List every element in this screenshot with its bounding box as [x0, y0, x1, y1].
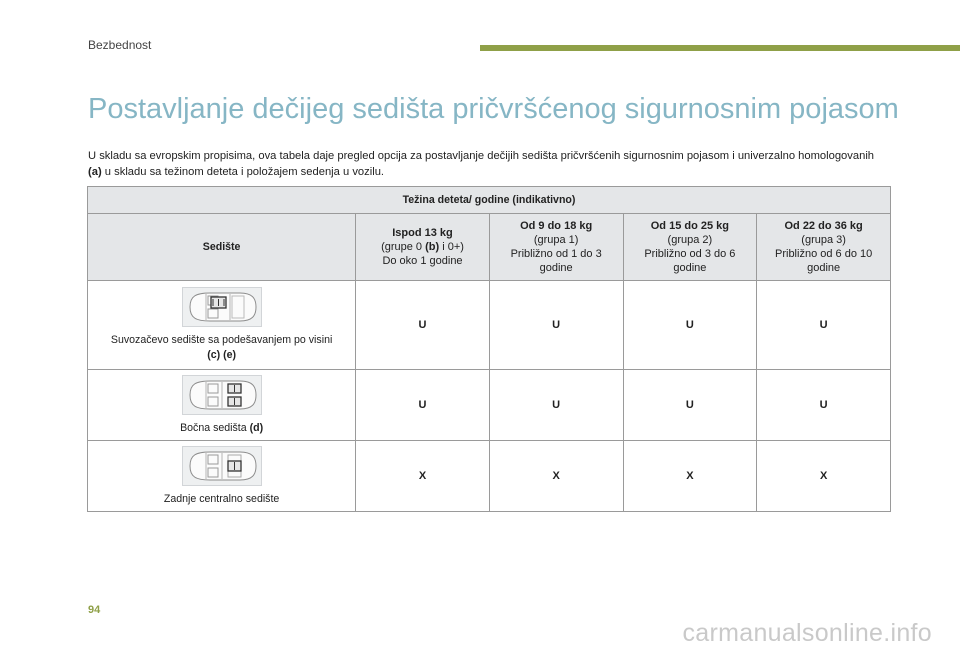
- compatibility-cell: U: [356, 281, 490, 370]
- group-title: Od 22 do 36 kg: [784, 220, 863, 232]
- compatibility-cell: U: [489, 370, 623, 441]
- seat-cell: [88, 281, 356, 370]
- compatibility-cell: U: [623, 281, 757, 370]
- group-subtitle: [381, 241, 464, 253]
- table-group-header-row: [88, 214, 891, 281]
- car-rear-side-seats-icon: [182, 375, 262, 415]
- group-subtitle-ref: (b): [425, 241, 440, 253]
- table-row: [88, 281, 891, 370]
- seat-label-refs: (c) (e): [207, 349, 237, 361]
- compatibility-cell: U: [489, 281, 623, 370]
- group-subtitle-pre: (grupe 0: [381, 241, 426, 253]
- compatibility-cell: X: [757, 441, 891, 512]
- group-age: Do oko 1 godine: [382, 255, 463, 267]
- section-accent-bar: [480, 45, 960, 51]
- group-title: Od 9 do 18 kg: [520, 220, 593, 232]
- seat-label-text: Zadnje centralno sedište: [163, 492, 280, 505]
- group-title: Od 15 do 25 kg: [650, 220, 729, 232]
- watermark: carmanualsonline.info: [682, 619, 932, 647]
- seat-column-header: [88, 214, 356, 281]
- group-header-1: [489, 214, 623, 281]
- compatibility-cell: U: [356, 370, 490, 441]
- seat-label-text: Bočna sedišta: [180, 421, 250, 434]
- compatibility-cell: U: [757, 370, 891, 441]
- weight-age-header: Težina deteta/ godine (indikativno): [88, 187, 891, 214]
- group-header-3: [757, 214, 891, 281]
- group-title: Ispod 13 kg: [392, 227, 453, 239]
- table-row: [88, 370, 891, 441]
- page-number: 94: [88, 604, 101, 616]
- seat-label: [92, 421, 351, 436]
- table-row: [88, 441, 891, 512]
- group-age: Približno od 1 do 3 godine: [510, 248, 602, 274]
- intro-ref-a: (a): [88, 166, 102, 179]
- group-subtitle: (grupa 1): [533, 234, 579, 246]
- group-age: Približno od 3 do 6 godine: [644, 248, 736, 274]
- compatibility-cell: U: [757, 281, 891, 370]
- compatibility-cell: U: [623, 370, 757, 441]
- group-header-2: [623, 214, 757, 281]
- seat-label-refs: (d): [249, 421, 264, 434]
- seat-label-text: Suvozačevo sedište sa podešavanjem po visini: [110, 334, 333, 346]
- seat-label: [92, 333, 351, 363]
- compatibility-cell: X: [356, 441, 490, 512]
- intro-paragraph: [88, 148, 878, 180]
- table-top-header-row: [88, 187, 891, 214]
- compatibility-cell: X: [489, 441, 623, 512]
- car-front-passenger-seat-icon: [182, 287, 262, 327]
- seat-label: [92, 492, 351, 507]
- seat-cell: [88, 370, 356, 441]
- car-rear-center-seat-icon: [182, 446, 262, 486]
- group-subtitle: (grupa 3): [801, 234, 846, 246]
- group-subtitle-post: i 0+): [439, 241, 464, 253]
- section-label: Bezbednost: [88, 38, 152, 52]
- page-title: Postavljanje dečijeg sedišta pričvršćenog sigurnosnim pojasom: [88, 93, 899, 126]
- group-subtitle: (grupa 2): [667, 234, 713, 246]
- seat-header-label: Sedište: [202, 241, 241, 253]
- intro-text-1: U skladu sa evropskim propisima, ova tabela daje pregled opcija za postavljanje dečijih sedišta pričvršćenih sigurnosnim pojasom i univerzalno homologovanih: [88, 150, 875, 163]
- child-seat-table: [87, 186, 891, 512]
- group-age: Približno od 6 do 10 godine: [775, 248, 873, 274]
- compatibility-cell: X: [623, 441, 757, 512]
- intro-text-2: u skladu sa težinom deteta i položajem sedenja u vozilu.: [101, 166, 385, 179]
- group-header-0: [356, 214, 490, 281]
- seat-cell: [88, 441, 356, 512]
